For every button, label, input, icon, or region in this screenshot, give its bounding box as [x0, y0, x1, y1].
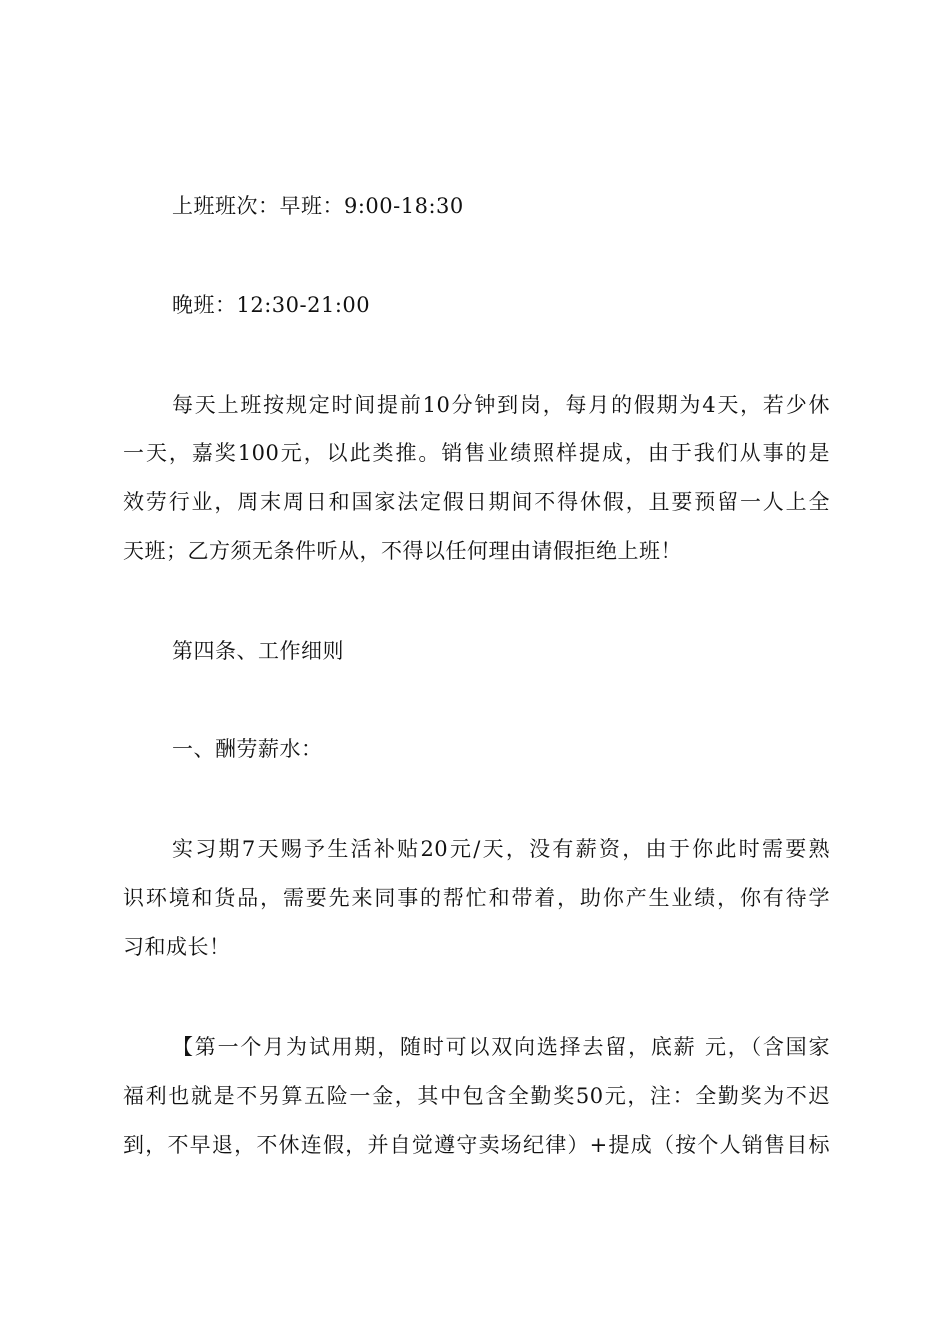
evening-shift-line: 晚班：12:30-21:00	[172, 293, 371, 317]
attendance-rule-line: 天班；乙方须无条件听从，不得以任何理由请假拒绝上班！	[123, 539, 682, 563]
attendance-rule-line: 效劳行业，周末周日和国家法定假日期间不得休假，且要预留一人上全	[123, 490, 830, 514]
internship-line: 识环境和货品，需要先来同事的帮忙和带着，助你产生业绩，你有待学	[123, 886, 830, 910]
internship-line: 实习期7天赐予生活补贴20元/天，没有薪资，由于你此时需要熟	[172, 837, 830, 861]
subsection-heading: 一、酬劳薪水：	[172, 737, 323, 761]
probation-line: 【第一个月为试用期，随时可以双向选择去留，底薪 元，（含国家	[172, 1035, 830, 1059]
probation-line: 到，不早退，不休连假，并自觉遵守卖场纪律）+提成（按个人销售目标	[123, 1133, 830, 1157]
attendance-rule-line: 一天，嘉奖100元，以此类推。销售业绩照样提成，由于我们从事的是	[123, 441, 830, 465]
attendance-rule-line: 每天上班按规定时间提前10分钟到岗，每月的假期为4天，若少休	[172, 393, 830, 417]
probation-line: 福利也就是不另算五险一金，其中包含全勤奖50元，注：全勤奖为不迟	[123, 1084, 830, 1108]
section-heading: 第四条、工作细则	[172, 639, 344, 663]
internship-line: 习和成长！	[123, 935, 231, 959]
shift-schedule-line: 上班班次：早班：9:00-18:30	[172, 194, 464, 218]
